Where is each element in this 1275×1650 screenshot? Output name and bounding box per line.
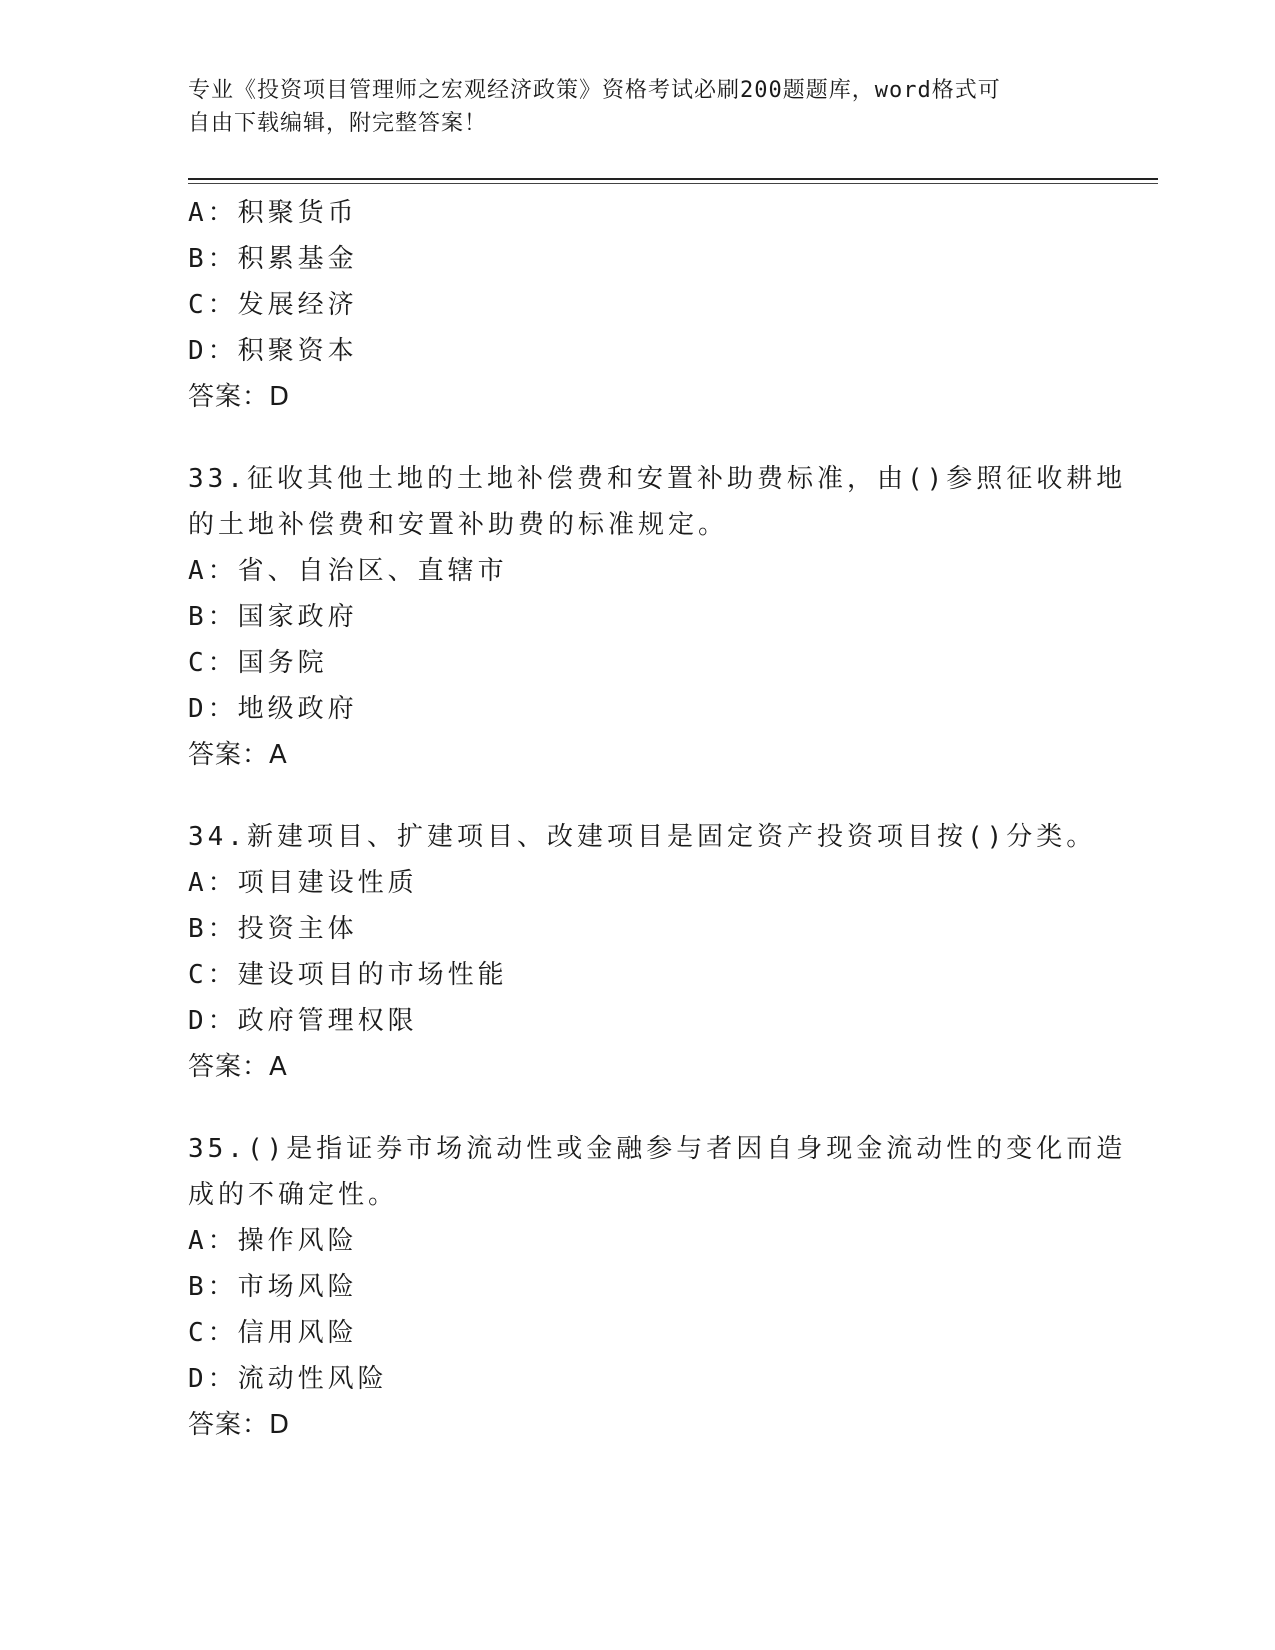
header-rule-thick — [188, 178, 1158, 180]
option-c: C：发展经济 — [188, 290, 358, 320]
question-block-32 — [188, 190, 1088, 420]
question-text-line: 34.新建项目、扩建项目、改建项目是固定资产投资项目按()分类。 — [188, 822, 1097, 852]
header-line-2: 自由下载编辑，附完整答案！ — [188, 111, 488, 136]
option-b: B：积累基金 — [188, 244, 358, 274]
option-b: B：国家政府 — [188, 602, 358, 632]
option-c: C：国务院 — [188, 648, 328, 678]
option-d: D：积聚资本 — [188, 336, 358, 366]
option-a: A：积聚货币 — [188, 198, 358, 228]
answer-line: 答案：A — [188, 740, 288, 770]
option-a: A：项目建设性质 — [188, 868, 418, 898]
question-text-line: 成的不确定性。 — [188, 1180, 399, 1210]
answer-line: 答案：D — [188, 1410, 291, 1440]
answer-line: 答案：D — [188, 382, 291, 412]
option-c: C：建设项目的市场性能 — [188, 960, 508, 990]
option-b: B：投资主体 — [188, 914, 358, 944]
option-c: C：信用风险 — [188, 1318, 358, 1348]
answer-line: 答案：A — [188, 1052, 288, 1082]
question-list — [188, 190, 1127, 1448]
question-block-35 — [188, 1126, 1127, 1448]
question-block-33 — [188, 456, 1127, 778]
option-d: D：政府管理权限 — [188, 1006, 418, 1036]
option-a: A：省、自治区、直辖市 — [188, 556, 508, 586]
question-text-line: 35.()是指证券市场流动性或金融参与者因自身现金流动性的变化而造 — [188, 1134, 1127, 1164]
option-d: D：地级政府 — [188, 694, 358, 724]
question-block-34 — [188, 814, 1097, 1090]
question-text-line: 的土地补偿费和安置补助费的标准规定。 — [188, 510, 729, 540]
header-line-1: 专业《投资项目管理师之宏观经济政策》资格考试必刷200题题库，word格式可 — [188, 78, 1001, 103]
option-d: D：流动性风险 — [188, 1364, 388, 1394]
question-text-line: 33.征收其他土地的土地补偿费和安置补助费标准，由()参照征收耕地 — [188, 464, 1127, 494]
option-b: B：市场风险 — [188, 1272, 358, 1302]
option-a: A：操作风险 — [188, 1226, 358, 1256]
document-header — [188, 74, 1088, 140]
header-rule-thin — [188, 183, 1158, 184]
